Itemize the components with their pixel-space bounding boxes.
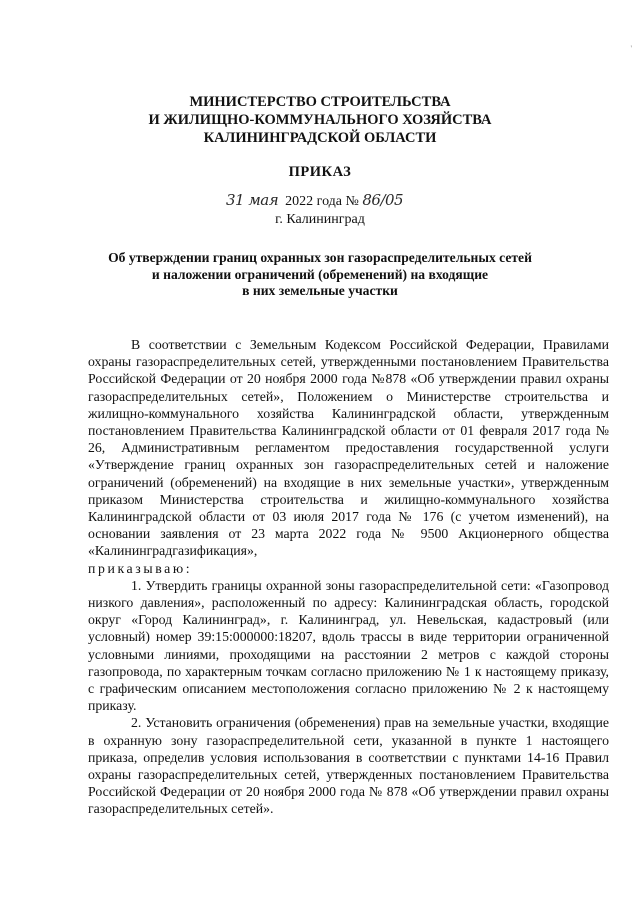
- doc-type: ПРИКАЗ: [288, 164, 352, 180]
- number-handwritten: 86/05: [362, 191, 404, 209]
- order-word: приказываю:: [88, 560, 193, 576]
- date-printed: 2022 года №: [285, 194, 359, 209]
- document-body: [88, 336, 609, 818]
- paragraph-2: 2. Установить ограничения (обременения) прав на земельные участки, входящие в охранную зону газораспределительной сети, указанной в пункте 1 настоящего приказа, определив условия использования в соответствии с пунктами 14-16 Правил охраны газораспределительных сетей, утвержденных постановлением Правительства Российской Федерации от 20 ноября 2000 года № 878 «Об утверждении правил охраны газораспределительных сетей».: [88, 715, 609, 817]
- ministry-header: [0, 93, 640, 147]
- title-line-3: в них земельные участки: [242, 283, 398, 298]
- date-line: [226, 191, 403, 210]
- date-handwritten: 31 мая: [226, 191, 279, 209]
- ministry-line-1: МИНИСТЕРСТВО СТРОИТЕЛЬСТВА: [189, 94, 451, 110]
- ministry-line-2: И ЖИЛИЩНО-КОММУНАЛЬНОГО ХОЗЯЙСТВА: [148, 112, 492, 128]
- paragraph-1: 1. Утвердить границы охранной зоны газораспределительной сети: «Газопровод низкого давления», расположенный по адресу: Калининградская область, городской округ «Город Калининград», г. Калининград, ул. Невельская, кадастровый (или условный) номер 39:15:000000:18207, вдоль трассы в виде территории ограниченной условными линиями, проходящими на расстоянии 2 метров с каждой стороны газопровода, по характерным точкам согласно приложению № 1 к настоящему приказу, с графическим описанием местоположения согласно приложению № 2 к настоящему приказу.: [88, 577, 609, 714]
- city: г. Калининград: [275, 212, 365, 227]
- title-line-2: и наложении ограничений (обременений) на входящие: [151, 266, 489, 282]
- document-title: [108, 250, 532, 300]
- corner-mark: ': [630, 44, 632, 53]
- ministry-line-3: КАЛИНИНГРАДСКОЙ ОБЛАСТИ: [203, 130, 437, 146]
- paragraph-intro: В соответствии с Земельным Кодексом Российской Федерации, Правилами охраны газораспределительных сетей, утвержденными постановлением Правительства Российской Федерации от 20 ноября 2000 года №878 «Об утверждении правил охраны газораспределительных сетей», Положением о Министерстве строительства и жилищно-коммунального хозяйства Калининградской области, утвержденным постановлением Правительства Калининградской области от 01 февраля 2017 года № 26, Административным регламентом предоставления государственной услуги «Утверждение границ охранных зон газораспределительных сетей и наложение ограничений (обременений) на входящие в них земельные участки», утвержденным приказом Министерства строительства и жилищно-коммунального хозяйства Калининградской области от 03 июля 2017 года № 176 (с учетом изменений), на основании заявления от 23 марта 2022 года № 9500 Акционерного общества «Калининградгазификация»,: [88, 337, 609, 559]
- title-line-1: Об утверждении границ охранных зон газораспределительных сетей: [108, 250, 532, 265]
